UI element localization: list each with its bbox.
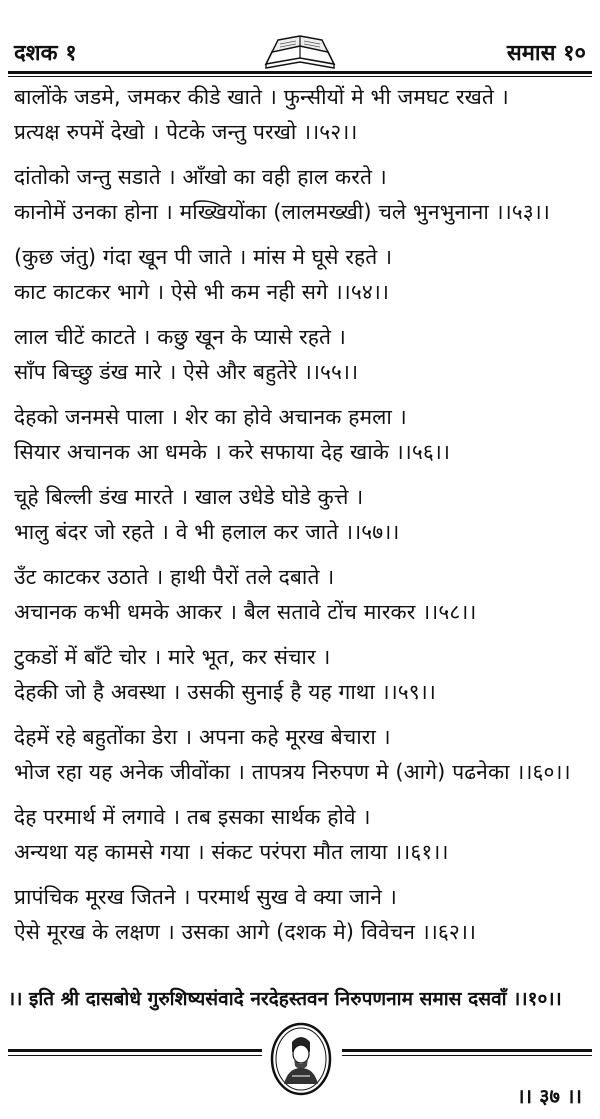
- chapter-label: दशक १: [14, 41, 77, 66]
- verse-56: [14, 400, 592, 470]
- header-rule: [8, 71, 592, 74]
- section-label: समास १०: [506, 41, 586, 66]
- verse-60: [14, 720, 592, 790]
- verse-line: लाल चीटें काटते । कछु खून के प्यासे रहते ।: [14, 325, 346, 349]
- verse-line: काट काटकर भागे । ऐसे भी कम नही सगे ।।५४।।: [14, 280, 390, 304]
- footer-rule-left-thin: [8, 1055, 262, 1056]
- verse-line: देहमें रहे बहुतोंका डेरा । अपना कहे मूरख बेचारा ।: [14, 725, 391, 749]
- verse-line: भालु बंदर जो रहते । वे भी हलाल कर जाते ।।५७।।: [14, 520, 400, 544]
- verse-57: [14, 480, 592, 550]
- verse-52: [14, 80, 592, 150]
- header-rule-thin: [8, 76, 592, 77]
- verse-line: भोज रहा यह अनेक जीवोंका । तापत्रय निरुपण मे (आगे) पढनेका ।।६०।।: [14, 760, 571, 784]
- verse-53: [14, 160, 592, 230]
- verse-line: बालोंके जडमे, जमकर कीडे खाते । फुन्सीयों मे भी जमघट रखते ।: [14, 85, 509, 109]
- verse-54: [14, 240, 592, 310]
- verse-line: देहको जनमसे पाला । शेर का होवे अचानक हमला ।: [14, 405, 407, 429]
- footer-rule-right-thin: [342, 1055, 592, 1056]
- verse-line: सियार अचानक आ धमके । करे सफाया देह खाके ।।५६।।: [14, 440, 451, 464]
- verse-line: प्रापंचिक मूरख जितने । परमार्थ सुख वे क्या जाने ।: [14, 885, 397, 909]
- page-header: [0, 0, 600, 78]
- verse-line: अचानक कभी धमके आकर । बैल सतावे टोंच मारकर ।।५८।।: [14, 600, 477, 624]
- saint-portrait-icon: [270, 1022, 332, 1096]
- verse-line: दांतोको जन्तु सडाते । आँखो का वही हाल करते ।: [14, 165, 387, 189]
- verse-55: [14, 320, 592, 390]
- verse-line: चूहे बिल्ली डंख मारते । खाल उधेडे घोडे कुत्ते ।: [14, 485, 364, 509]
- verse-line: (कुछ जंतु) गंदा खून पी जाते । मांस मे घूसे रहते ।: [14, 245, 393, 269]
- book-icon: [262, 28, 338, 74]
- verse-line: अन्यथा यह कामसे गया । संकट परंपरा मौत लाया ।।६१।।: [14, 840, 449, 864]
- verse-line: टुकडों में बाँटे चोर । मारे भूत, कर संचार ।: [14, 645, 331, 669]
- verse-61: [14, 800, 592, 870]
- chapter-colophon: ।। इति श्री दासबोधे गुरुशिष्यसंवादे नरदेहस्तवन निरुपणनाम समास दसवाँ ।।१०।।: [8, 988, 562, 1010]
- verse-body: [14, 80, 592, 950]
- verse-line: प्रत्यक्ष रुपमें देखो । पेटके जन्तु परखो ।।५२।।: [14, 120, 358, 144]
- footer-rule-right: [342, 1049, 592, 1052]
- verse-62: [14, 880, 592, 950]
- verse-59: [14, 640, 592, 710]
- verse-line: देहकी जो है अवस्था । उसकी सुनाई है यह गाथा ।।५९।।: [14, 680, 436, 704]
- verse-line: उँट काटकर उठाते । हाथी पैरों तले दबाते ।: [14, 565, 335, 589]
- verse-58: [14, 560, 592, 630]
- verse-line: ऐसे मूरख के लक्षण । उसका आगे (दशक मे) विवेचन ।।६२।।: [14, 920, 477, 944]
- verse-line: साँप बिच्छु डंख मारे । ऐसे और बहुतेरे ।।५५।।: [14, 360, 359, 384]
- verse-line: देह परमार्थ में लगावे । तब इसका सार्थक होवे ।: [14, 805, 371, 829]
- footer-rule-left: [8, 1049, 262, 1052]
- verse-line: कानोमें उनका होना । मख्खियोंका (लालमख्खी) चले भुनभुनाना ।।५३।।: [14, 200, 550, 224]
- page-number: ।। ३७ ।।: [516, 1084, 582, 1108]
